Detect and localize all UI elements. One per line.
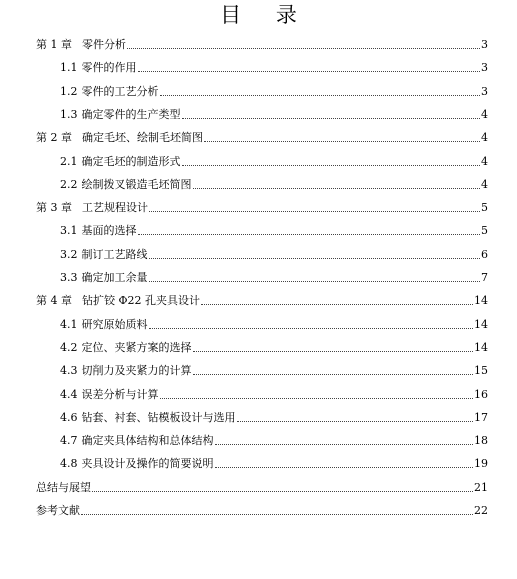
toc-entry[interactable]	[60, 178, 488, 192]
toc-entry-page-number: 3	[481, 61, 488, 75]
toc-entry-number: 4.8	[60, 457, 78, 471]
toc-entry[interactable]	[60, 341, 488, 355]
toc-entry-number: 4.6	[60, 410, 78, 424]
toc-entry-label: 工艺规程设计	[82, 201, 148, 215]
toc-entry[interactable]	[36, 201, 488, 215]
toc-entry-number: 第 1 章	[36, 38, 72, 51]
toc-entry-label: 切削力及夹紧力的计算	[81, 364, 192, 378]
toc-entry-label: 确定毛坯、绘制毛坯简图	[82, 131, 203, 145]
toc-entry-page-number: 15	[474, 364, 488, 378]
toc-entry-number: 2.2	[60, 177, 78, 191]
dot-leader	[215, 444, 474, 445]
toc-title: 目 录	[220, 3, 311, 27]
toc-entry[interactable]	[36, 481, 488, 495]
toc-entry-page-number: 18	[474, 434, 488, 448]
toc-entry-label: 零件的工艺分析	[81, 84, 159, 98]
toc-entry-page-number: 6	[481, 247, 488, 261]
dot-leader	[201, 304, 473, 305]
dot-leader	[193, 351, 474, 352]
dot-leader	[149, 328, 474, 329]
toc-entry-page-number: 5	[481, 224, 488, 238]
dot-leader	[149, 211, 480, 212]
toc-entry-label: 夹具设计及操作的简要说明	[81, 457, 214, 471]
toc-entry-label: 钻套、衬套、钻模板设计与选用	[81, 410, 236, 424]
toc-entry-page-number: 14	[474, 317, 488, 331]
toc-entry[interactable]	[36, 294, 488, 308]
dot-leader	[160, 398, 474, 399]
toc-entry-page-number: 7	[481, 271, 488, 284]
toc-entry[interactable]	[36, 131, 488, 145]
toc-entry[interactable]	[60, 457, 488, 471]
dot-leader	[149, 281, 481, 282]
toc-entry-number: 4.4	[60, 387, 78, 401]
toc-entry[interactable]	[60, 85, 488, 99]
toc-entry-label: 绘制拨叉锻造毛坯简图	[81, 177, 192, 191]
toc-entry-page-number: 5	[481, 201, 488, 215]
toc-entry-number: 3.2	[60, 247, 78, 261]
toc-entry-number: 4.7	[60, 434, 78, 448]
dot-leader	[204, 141, 480, 142]
toc-entry-page-number: 4	[481, 107, 488, 121]
dot-leader	[182, 118, 481, 119]
toc-entry-label: 总结与展望	[36, 480, 91, 494]
dot-leader	[127, 48, 480, 49]
toc-entry-page-number: 3	[481, 84, 488, 98]
toc-entry[interactable]	[36, 504, 488, 518]
dot-leader	[138, 234, 481, 235]
toc-entry-page-number: 17	[474, 410, 488, 424]
dot-leader	[182, 165, 481, 166]
dot-leader	[138, 71, 481, 72]
toc-entry-page-number: 16	[474, 387, 488, 401]
toc-entry-label: 确定加工余量	[81, 271, 148, 284]
toc-entry-number: 2.1	[60, 154, 78, 168]
toc-entry-label: 钻扩铰 Φ22 孔夹具设计	[82, 294, 201, 308]
toc-entry-number: 4.3	[60, 364, 78, 378]
toc-entry-page-number: 3	[481, 38, 488, 51]
toc-entry-number: 3.1	[60, 224, 78, 238]
toc-entry[interactable]	[60, 271, 488, 285]
toc-entry-number: 3.3	[60, 271, 78, 284]
toc-entry-page-number: 22	[474, 504, 488, 517]
toc-entry-label: 确定零件的生产类型	[81, 107, 181, 121]
toc-entry[interactable]	[60, 224, 488, 238]
toc-entry[interactable]	[60, 108, 488, 122]
toc-entry-label: 误差分析与计算	[81, 387, 159, 401]
dot-leader	[160, 95, 481, 96]
toc-entry[interactable]	[60, 434, 488, 448]
toc-entry-label: 定位、夹紧方案的选择	[81, 340, 192, 354]
toc-entry-page-number: 19	[474, 457, 488, 471]
dot-leader	[215, 467, 474, 468]
toc-entry-label: 研究原始质料	[81, 317, 148, 331]
dot-leader	[193, 188, 481, 189]
toc-entry-page-number: 4	[481, 131, 488, 145]
toc-entry-number: 第 4 章	[36, 294, 72, 308]
toc-entry-number: 4.1	[60, 317, 78, 331]
dot-leader	[81, 514, 473, 515]
toc-entry-label: 确定夹具体结构和总体结构	[81, 434, 214, 448]
toc-entry[interactable]	[60, 388, 488, 402]
toc-entry-label: 零件分析	[82, 38, 126, 51]
dot-leader	[237, 421, 474, 422]
toc-entry-label: 参考文献	[36, 504, 80, 517]
toc-entry[interactable]	[60, 318, 488, 332]
toc-entry-number: 第 2 章	[36, 131, 72, 145]
toc-entry-page-number: 14	[474, 294, 488, 308]
toc-entry-page-number: 4	[481, 154, 488, 168]
toc-entry-page-number: 4	[481, 177, 488, 191]
toc-entry-page-number: 21	[474, 480, 488, 494]
toc-entry-label: 制订工艺路线	[81, 247, 148, 261]
toc-entry-number: 第 3 章	[36, 201, 72, 215]
toc-entry-number: 4.2	[60, 340, 78, 354]
toc-entry-number: 1.1	[60, 61, 78, 75]
dot-leader	[92, 491, 473, 492]
toc-entry-number: 1.3	[60, 107, 78, 121]
toc-entry-page-number: 14	[474, 340, 488, 354]
dot-leader	[193, 374, 474, 375]
toc-entry-label: 确定毛坯的制造形式	[81, 154, 181, 168]
toc-entry-label: 零件的作用	[81, 61, 137, 75]
toc-entry[interactable]	[60, 61, 488, 75]
toc-entry[interactable]	[60, 411, 488, 425]
toc-entry[interactable]	[36, 38, 488, 52]
toc-entry[interactable]	[60, 364, 488, 378]
toc-entry[interactable]	[60, 248, 488, 262]
dot-leader	[149, 258, 481, 259]
toc-entry[interactable]	[60, 155, 488, 169]
toc-entry-number: 1.2	[60, 84, 78, 98]
toc-entry-label: 基面的选择	[81, 224, 137, 238]
